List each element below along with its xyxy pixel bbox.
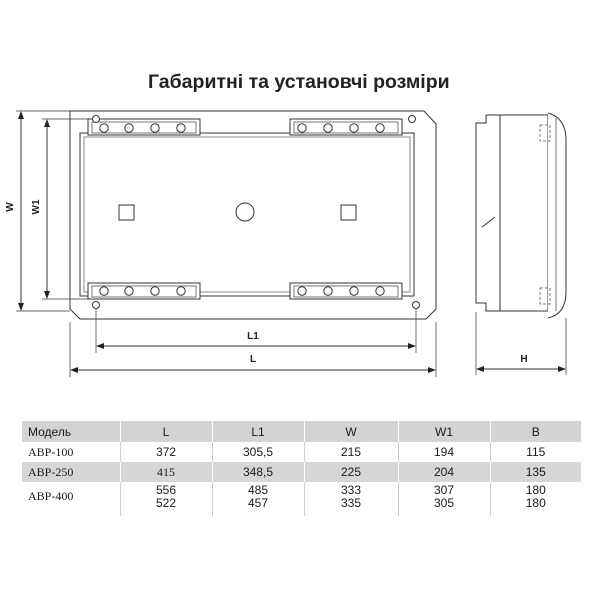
col-header-w1: W1 xyxy=(398,421,490,442)
cell-w: 225 xyxy=(304,462,398,482)
dim-label-l: L xyxy=(249,354,257,365)
cell-l: 372 xyxy=(120,442,212,462)
dim-label-w: W xyxy=(5,202,16,212)
cell-w: 215 xyxy=(304,442,398,462)
dim-label-l1: L1 xyxy=(247,331,259,342)
col-header-l1: L1 xyxy=(212,421,304,442)
terminal-block-top-right xyxy=(290,119,402,135)
cell-model: АВР-100 xyxy=(28,444,74,459)
cell-w1 xyxy=(398,482,490,516)
terminal-block-top-left xyxy=(88,119,200,135)
mounting-hole xyxy=(93,116,100,123)
cell-l xyxy=(120,482,212,516)
cell-value-alt: 335 xyxy=(340,496,362,510)
dimensions-table xyxy=(22,421,581,516)
cell-value: 180 xyxy=(525,483,546,497)
dim-label-w1: W1 xyxy=(31,199,42,215)
cell-l1 xyxy=(212,482,304,516)
cell-value-alt: 457 xyxy=(247,496,269,510)
cell-b xyxy=(490,482,581,516)
cell-w1: 204 xyxy=(398,462,490,482)
cell-l: 415 xyxy=(120,462,212,482)
cell-l1: 348,5 xyxy=(212,462,304,482)
terminal-block-bottom-right xyxy=(290,283,402,299)
col-header-b: B xyxy=(490,421,581,442)
side-view xyxy=(476,113,566,375)
page-title: Габаритні та установчі розміри xyxy=(148,71,450,93)
mounting-hole xyxy=(93,302,100,309)
cell-b: 115 xyxy=(490,442,581,462)
col-header-w: W xyxy=(304,421,398,442)
cell-w xyxy=(304,482,398,516)
table-row xyxy=(22,482,581,516)
dimension-drawing xyxy=(0,100,600,390)
cell-value-alt: 305 xyxy=(433,496,455,510)
table-header-row xyxy=(22,421,581,442)
indicator-left xyxy=(119,205,134,220)
cell-value: 333 xyxy=(340,483,362,497)
cell-value-alt: 522 xyxy=(155,496,177,510)
table-row xyxy=(22,442,581,462)
indicator-right xyxy=(341,205,356,220)
selector-knob xyxy=(236,203,254,221)
cell-value: 556 xyxy=(155,483,177,497)
terminal-block-bottom-left xyxy=(88,283,200,299)
mounting-hole xyxy=(413,302,420,309)
cell-w1: 194 xyxy=(398,442,490,462)
dim-label-h: H xyxy=(520,354,528,365)
cell-model-text: АВР-400 xyxy=(28,489,74,503)
table-row xyxy=(22,462,581,482)
cell-model xyxy=(22,482,120,516)
mounting-hole xyxy=(409,116,416,123)
cell-b: 135 xyxy=(490,462,581,482)
cell-value-alt: 180 xyxy=(525,496,546,510)
col-header-l: L xyxy=(120,421,212,442)
cell-value: 307 xyxy=(433,483,455,497)
col-header-model: Модель xyxy=(22,421,120,442)
cell-value: 485 xyxy=(247,483,269,497)
cell-model: АВР-250 xyxy=(22,462,120,482)
cell-l1: 305,5 xyxy=(212,442,304,462)
